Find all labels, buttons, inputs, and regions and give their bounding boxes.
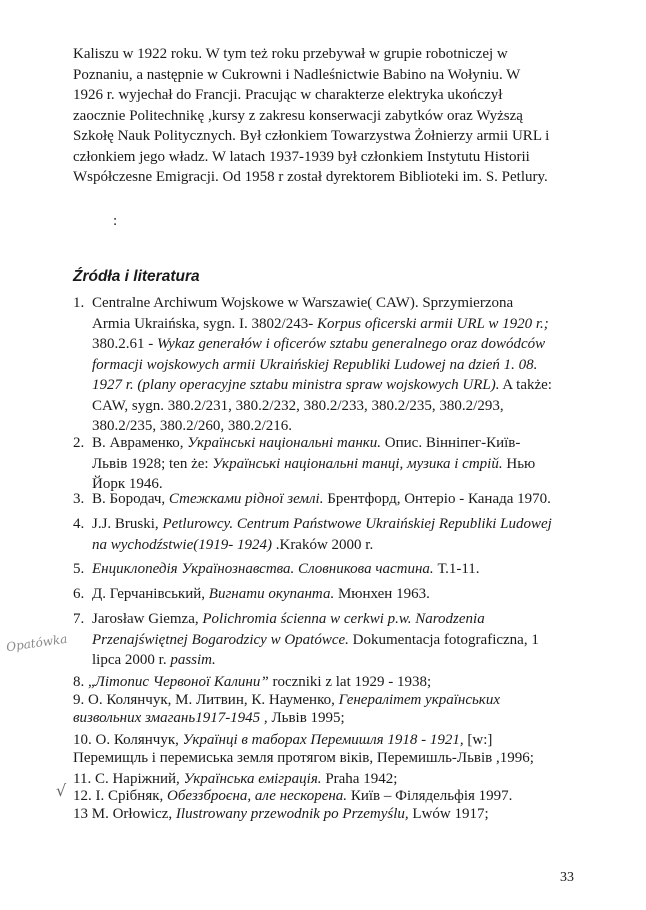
text-segment: Київ – Філядельфія 1997.	[347, 788, 513, 804]
item-number: 7.	[73, 611, 85, 627]
italic-title: Przenajświętnej Bogarodzicy w Opatówce.	[92, 631, 349, 648]
text-segment: І. Срібняк,	[91, 788, 168, 804]
text-segment: Нью	[502, 455, 536, 472]
item-line	[92, 584, 578, 605]
text-segment: [w:]	[463, 732, 493, 748]
item-line	[92, 355, 578, 376]
text-segment: lipca 2000 r.	[92, 652, 171, 668]
intro-line: Szkołę Nauk Politycznych. Był członkiem Towarzystwa Żołnierzy armii URL i	[73, 128, 550, 144]
item-line	[92, 535, 578, 556]
item-number: 12.	[73, 788, 92, 804]
text-segment: Д. Герчанівський,	[92, 586, 209, 602]
text-segment: С. Наріжний,	[91, 771, 184, 787]
text-segment: В. Авраменко,	[92, 435, 188, 451]
item-number: 11.	[73, 771, 92, 787]
item-number: 6.	[73, 586, 85, 602]
item-number: 3.	[73, 491, 85, 507]
item-number: 4.	[73, 516, 85, 532]
intro-line: Współczesne Emigracji. Od 1958 r został dyrektorem Biblioteki im. S. Petlury.	[73, 169, 548, 185]
italic-title: 1927 r. (plany operacyjne sztabu ministra spraw wojskowych URL).	[92, 377, 500, 393]
text-segment: roczniki z lat 1929 - 1938;	[268, 674, 432, 690]
text-segment: 380.2.61 -	[92, 336, 157, 352]
item-number: 5.	[73, 561, 85, 577]
text-segment: Брентфорд, Онтеріо - Канада 1970.	[323, 491, 551, 507]
italic-title: Українська еміграція.	[183, 771, 322, 787]
item-number: 1.	[73, 295, 85, 311]
bibliography-item	[73, 748, 534, 769]
italic-title: formacji wojskowych armii Ukraińskiej Republiki Ludowej na dzień 1. 08.	[92, 356, 538, 373]
italic-title: Ilustrowany przewodnik po Przemyślu,	[175, 806, 409, 822]
bibliography-item	[73, 708, 345, 729]
text-segment: О. Колянчук,	[91, 732, 183, 748]
italic-title: Обеззброєна, але нескорена.	[167, 788, 348, 804]
text-segment: Львів 1928; ten że:	[92, 455, 213, 472]
page-number: 33	[560, 870, 574, 885]
item-line	[92, 559, 578, 580]
italic-title: Літопис Червоної Калини”	[94, 674, 269, 690]
text-segment: Опис. Вінніпег-Київ-	[381, 435, 521, 451]
italic-title: Енциклопедія Українознавства. Словникова частина.	[92, 561, 434, 577]
text-segment: 380.2/235, 380.2/260, 380.2/216.	[92, 418, 293, 434]
item-line	[92, 375, 578, 396]
item-line	[92, 514, 578, 535]
item-line	[92, 489, 578, 510]
intro-paragraph	[73, 44, 573, 188]
intro-line: Kaliszu w 1922 roku. W tym też roku przebywał w grupie robotniczej w	[73, 46, 508, 62]
intro-line: zaocznie Politechnikę ,kursy z zakresu konserwacji zabytków oraz Wyższą	[73, 107, 523, 124]
italic-title: Стежками рідної землі.	[168, 491, 324, 507]
text-segment: В. Бородач,	[92, 491, 169, 507]
item-number: 13	[73, 806, 88, 822]
item-number: 9.	[73, 692, 85, 708]
text-segment: Т.1-11.	[433, 561, 480, 577]
item-line	[92, 650, 578, 671]
text-segment: M. Orłowicz,	[88, 806, 176, 822]
handwritten-check-mark: √	[56, 781, 67, 800]
italic-title: Українці в таборах Перемишля 1918 - 1921,	[182, 732, 464, 748]
item-line	[92, 609, 578, 630]
item-number: 2.	[73, 435, 85, 451]
stray-colon: :	[113, 213, 118, 229]
italic-title: Вигнати окупанта.	[208, 586, 335, 602]
text-segment: Мюнхен 1963.	[334, 586, 430, 602]
item-line	[92, 314, 578, 335]
italic-title: Petlurowcy. Centrum Państwowe Ukraińskiej Republiki Ludowej	[162, 516, 552, 532]
item-line	[92, 630, 578, 651]
item-line	[92, 334, 578, 355]
text-segment: J.J. Bruski,	[92, 516, 163, 532]
italic-title: na wychodźstwie(1919- 1924)	[92, 536, 272, 553]
item-number: 8.	[73, 674, 85, 690]
text-segment: .Kraków 2000 r.	[271, 536, 374, 553]
item-line	[92, 293, 578, 314]
italic-title: Українські національні танки.	[187, 435, 382, 451]
section-heading: Źródła i literatura	[73, 268, 200, 285]
intro-line: 1926 r. wyjechał do Francji. Pracując w charakterze elektryka ukończył	[73, 87, 503, 103]
item-line	[92, 454, 578, 475]
italic-title: passim.	[170, 652, 216, 668]
text-segment: Lwów 1917;	[408, 806, 489, 822]
item-line	[92, 396, 578, 417]
text-segment: Praha 1942;	[321, 771, 398, 787]
text-segment: Dokumentacja fotograficzna, 1	[348, 631, 539, 648]
item-number: 10.	[73, 732, 92, 748]
bibliography-item	[73, 804, 489, 825]
text-segment: Львів 1995;	[267, 710, 345, 726]
text-segment: Jarosław Giemza,	[92, 611, 203, 627]
italic-title: Українські національні танці, музика і стрій.	[212, 455, 503, 472]
text-segment: CAW, sygn. 380.2/231, 380.2/232, 380.2/233, 380.2/235, 380.2/293,	[92, 397, 504, 414]
italic-title: Korpus oficerski armii URL w 1920 r.;	[316, 315, 549, 332]
text-segment: A także:	[499, 377, 552, 393]
italic-title: Wykaz generałów i oficerów sztabu generalnego oraz dowódców	[157, 336, 546, 352]
text-segment: Йорк 1946.	[92, 476, 163, 492]
item-line	[92, 433, 578, 454]
italic-title: визвольних змагань1917-1945 ,	[73, 710, 268, 726]
text-segment: Centralne Archiwum Wojskowe w Warszawie( CAW). Sprzymierzona	[92, 295, 514, 311]
text-segment: Armia Ukraińska, sygn. I. 3802/243-	[92, 315, 317, 332]
italic-title: Генералітет українських	[338, 692, 500, 708]
text-segment: „	[84, 674, 95, 690]
handwritten-margin-note: Opatówka	[5, 631, 69, 655]
intro-line: członkiem jego władz. W latach 1937-1939 był członkiem Instytutu Historii	[73, 148, 530, 165]
italic-title: Polichromia ścienna w cerkwi p.w. Narodzenia	[202, 611, 485, 627]
intro-line: Poznaniu, a następnie w Cukrowni i Nadleśnictwie Babino na Wołyniu. W	[73, 66, 521, 83]
text-segment: Перемищль і перемиська земля протягом віків, Перемишль-Львів ,1996;	[73, 750, 534, 766]
text-segment: О. Колянчук, М. Литвин, К. Науменко,	[84, 692, 339, 708]
